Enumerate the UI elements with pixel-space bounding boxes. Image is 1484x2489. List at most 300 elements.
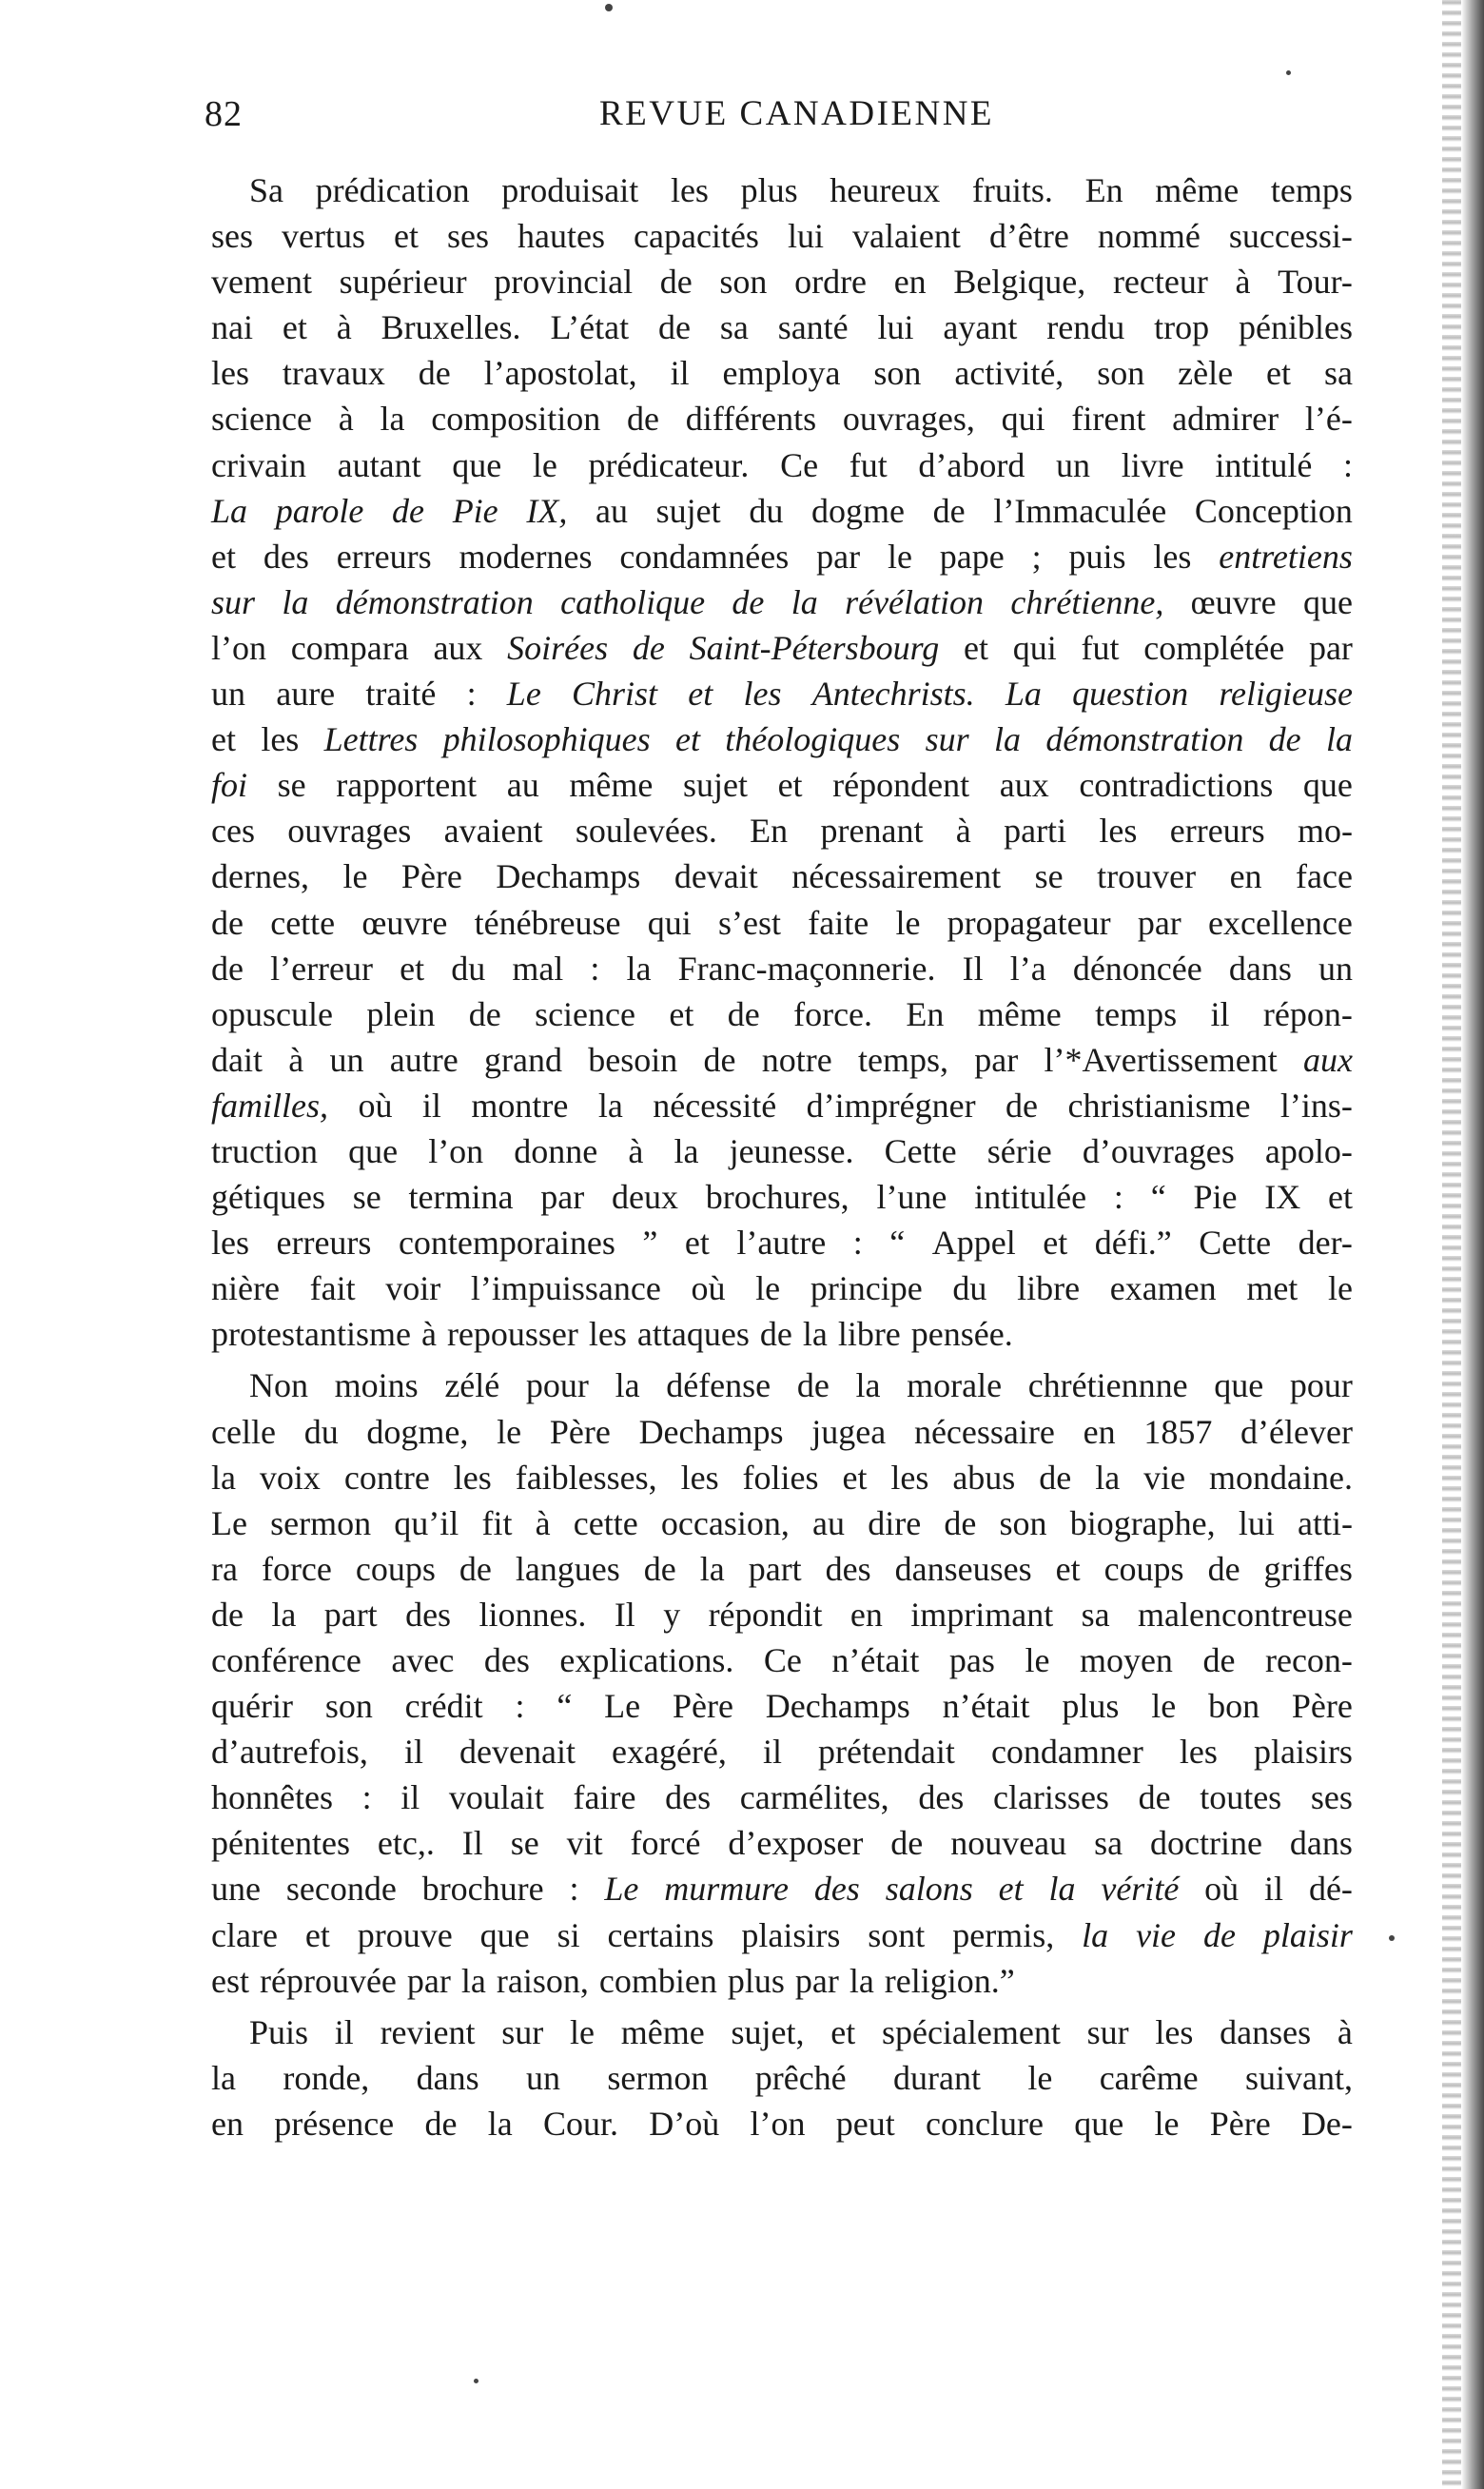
- text-line: [211, 1455, 1353, 1500]
- word: IX: [1264, 1178, 1301, 1217]
- word: religion.”: [884, 1961, 1015, 2000]
- text-line: [211, 1637, 1353, 1683]
- word: deux: [611, 1178, 678, 1217]
- word: ronde,: [283, 2058, 370, 2097]
- ink-speck: [605, 4, 613, 11]
- word: dénoncée: [1072, 949, 1202, 988]
- word: ouvrages,: [842, 400, 975, 439]
- word: et: [674, 720, 700, 759]
- word: fut: [1081, 628, 1120, 667]
- word: et: [394, 217, 419, 256]
- word: en: [849, 1595, 883, 1634]
- word: contre: [343, 1458, 430, 1497]
- word: des: [483, 1641, 530, 1679]
- word: nière: [211, 1269, 280, 1308]
- word: si: [556, 1915, 580, 1954]
- word: :: [1342, 445, 1353, 484]
- word: même: [620, 2012, 705, 2051]
- word: vie: [1136, 1915, 1177, 1954]
- ink-speck: [474, 2379, 478, 2383]
- word: par: [1308, 628, 1353, 667]
- word: et: [1055, 1549, 1081, 1588]
- word: en: [1083, 1412, 1116, 1451]
- word: les: [261, 720, 300, 759]
- word: son: [719, 263, 768, 302]
- word: De-: [1300, 2104, 1353, 2143]
- word: crédit: [404, 1687, 483, 1726]
- word: capacités: [634, 217, 759, 256]
- text-line: [211, 1774, 1353, 1820]
- word: crivain: [211, 445, 306, 484]
- text-line: [211, 1958, 1353, 2004]
- word: l’on: [211, 628, 266, 667]
- word: d’imprégner: [806, 1086, 976, 1125]
- word: de: [1207, 1549, 1240, 1588]
- word: dogme: [811, 491, 905, 530]
- text-line: [211, 259, 1353, 304]
- text-line: [211, 1220, 1353, 1265]
- word: rendu: [1046, 308, 1125, 347]
- word: conférence: [211, 1641, 361, 1679]
- word: Le: [604, 1687, 641, 1726]
- word: la: [1325, 720, 1353, 759]
- word: du: [952, 1269, 987, 1308]
- word: moins: [334, 1366, 419, 1405]
- word: :: [515, 1687, 525, 1726]
- word: des: [813, 1870, 860, 1909]
- word: dire: [868, 1503, 922, 1542]
- word: en: [1229, 857, 1262, 896]
- word: folies: [742, 1458, 819, 1497]
- word: Père: [549, 1412, 611, 1451]
- word: contradictions: [1079, 766, 1274, 805]
- word: d’ouvrages: [1082, 1131, 1235, 1170]
- word: plaisirs: [741, 1915, 841, 1954]
- word: la: [282, 582, 309, 621]
- word: et: [684, 1224, 710, 1263]
- word: il: [1210, 994, 1230, 1033]
- word: de: [468, 994, 501, 1033]
- word: brochures,: [705, 1178, 849, 1217]
- word: de: [424, 2104, 458, 2143]
- word: à: [628, 1131, 644, 1170]
- word: du: [451, 949, 486, 988]
- word: aux: [999, 766, 1049, 805]
- word: sur: [925, 720, 969, 759]
- word: sermon: [607, 2058, 709, 2097]
- word: sur: [501, 2012, 544, 2051]
- word: un: [526, 2058, 561, 2097]
- word: jugea: [811, 1412, 887, 1451]
- word: part: [748, 1549, 802, 1588]
- word: nécessaire: [913, 1412, 1055, 1451]
- word: de: [1138, 1778, 1171, 1817]
- word: n’était: [942, 1687, 1030, 1726]
- word: qui: [1012, 628, 1057, 667]
- word: exagéré,: [612, 1733, 727, 1772]
- word: der-: [1298, 1224, 1353, 1263]
- word: se: [510, 1824, 539, 1863]
- word: le: [342, 857, 368, 896]
- word: attaques: [636, 1315, 750, 1354]
- word: Soirées: [507, 628, 609, 667]
- word: le: [1025, 1641, 1050, 1679]
- word: et: [830, 2012, 856, 2051]
- word: il: [403, 1733, 423, 1772]
- word: “: [1150, 1178, 1166, 1217]
- word: brochure: [421, 1870, 544, 1909]
- word: Antechrists.: [811, 675, 975, 714]
- word: Conception: [1194, 491, 1353, 530]
- word: clarisses: [992, 1778, 1109, 1817]
- word: plein: [366, 994, 436, 1033]
- word: les: [211, 1224, 249, 1263]
- word: principe: [810, 1269, 923, 1308]
- word: explications.: [559, 1641, 734, 1679]
- word: l’une: [876, 1178, 947, 1217]
- text-line: [211, 213, 1353, 259]
- word: en: [893, 263, 927, 302]
- word: L’état: [550, 308, 630, 347]
- word: coups: [1103, 1549, 1184, 1588]
- word: temps: [1095, 994, 1178, 1033]
- word: la: [487, 2104, 513, 2143]
- word: griffes: [1263, 1549, 1353, 1588]
- word: protestantisme: [211, 1315, 411, 1354]
- word: la: [855, 1366, 881, 1405]
- word: danseuses: [894, 1549, 1032, 1588]
- word: aux: [433, 628, 483, 667]
- text-line: [211, 625, 1353, 671]
- word: excellence: [1208, 903, 1353, 942]
- word: foi: [211, 766, 248, 805]
- word: d’abord: [918, 445, 1025, 484]
- word: Le: [506, 675, 541, 714]
- word: au: [506, 766, 539, 805]
- text-line: [211, 991, 1353, 1037]
- word: repousser: [446, 1315, 578, 1354]
- word: que: [1214, 1366, 1264, 1405]
- word: par: [1137, 903, 1181, 942]
- word: les: [670, 171, 709, 209]
- word: le: [1327, 1269, 1353, 1308]
- word: peut: [835, 2104, 895, 2143]
- word: à: [535, 1503, 551, 1542]
- word: et: [777, 766, 803, 805]
- word: des: [405, 1595, 452, 1634]
- word: nai: [211, 308, 253, 347]
- word: d’autrefois,: [211, 1733, 368, 1772]
- word: et: [842, 1458, 868, 1497]
- text-line: [211, 1265, 1353, 1311]
- word: de: [211, 1595, 244, 1634]
- ink-speck: [1286, 70, 1291, 75]
- text-line: [211, 1500, 1353, 1546]
- word: biographe,: [1069, 1503, 1216, 1542]
- word: de: [890, 1824, 924, 1863]
- word: Cette: [1199, 1224, 1272, 1263]
- word: l’Immaculée: [993, 491, 1167, 530]
- word: de: [727, 994, 760, 1033]
- word: danses: [1220, 2012, 1312, 2051]
- word: IX,: [526, 491, 568, 530]
- word: faite: [808, 903, 869, 942]
- word: se: [1034, 857, 1064, 896]
- word: la: [1048, 1870, 1076, 1909]
- word: En: [1084, 171, 1123, 209]
- word: le: [755, 1269, 781, 1308]
- word: trop: [1154, 308, 1210, 347]
- word: Tour-: [1278, 263, 1353, 302]
- word: revient: [380, 2012, 476, 2051]
- word: langues: [515, 1549, 620, 1588]
- word: :: [466, 675, 477, 714]
- word: :: [590, 949, 600, 988]
- word: sujet: [682, 766, 748, 805]
- word: 1857: [1143, 1412, 1213, 1451]
- word: le: [497, 1412, 522, 1451]
- word: pénitentes: [211, 1824, 350, 1863]
- word: Le: [604, 1870, 639, 1909]
- word: aure: [276, 675, 336, 714]
- word: condamnées: [619, 537, 790, 576]
- word: :: [361, 1778, 372, 1817]
- word: composition: [431, 400, 601, 439]
- word: Père: [672, 1687, 733, 1726]
- text-line: [211, 1174, 1353, 1220]
- word: l’*Avertissement: [1044, 1040, 1278, 1079]
- word: où: [691, 1269, 726, 1308]
- text-line: [211, 1866, 1353, 1911]
- word: heureux: [830, 171, 941, 209]
- word: les: [1099, 812, 1138, 851]
- word: du: [303, 1412, 339, 1451]
- word: son: [999, 1503, 1047, 1542]
- word: les: [743, 675, 782, 714]
- word: notre: [761, 1040, 832, 1079]
- word: livre: [1121, 445, 1184, 484]
- word: lui: [877, 308, 914, 347]
- word: où: [358, 1086, 393, 1125]
- word: truction: [211, 1131, 318, 1170]
- word: faiblesses,: [515, 1458, 657, 1497]
- word: le: [1154, 2104, 1180, 2143]
- word: intitulé: [1215, 445, 1313, 484]
- text-line: [211, 2055, 1353, 2101]
- word: la: [597, 1086, 623, 1125]
- word: modernes: [459, 537, 593, 576]
- word: le: [570, 2012, 595, 2051]
- word: dernes,: [211, 857, 309, 896]
- word: défense: [666, 1366, 771, 1405]
- word: nouveau: [950, 1824, 1067, 1863]
- word: la: [626, 949, 652, 988]
- word: zélé: [444, 1366, 500, 1405]
- word: prouve: [357, 1915, 453, 1954]
- word: de: [932, 491, 966, 530]
- word: coups: [355, 1549, 436, 1588]
- word: nécessité: [653, 1086, 777, 1125]
- word: entretiens: [1219, 537, 1353, 576]
- word: autre: [389, 1040, 459, 1079]
- word: sa: [1094, 1824, 1123, 1863]
- word: n’était: [831, 1641, 920, 1679]
- word: familles,: [211, 1086, 328, 1125]
- word: que: [479, 1915, 530, 1954]
- running-title: REVUE CANADIENNE: [598, 94, 995, 133]
- word: compara: [290, 628, 409, 667]
- word: erreurs: [276, 1224, 372, 1263]
- word: révélation: [845, 582, 985, 621]
- word: l’apostolat,: [483, 354, 637, 393]
- text-line: [211, 534, 1353, 579]
- word: cette: [270, 903, 336, 942]
- word: se: [352, 1178, 381, 1217]
- word: Franc-maçonnerie.: [677, 949, 936, 988]
- word: œuvre: [1190, 582, 1277, 621]
- word: lui: [1238, 1503, 1275, 1542]
- word: à: [1337, 2012, 1353, 2051]
- word: complétée: [1143, 628, 1285, 667]
- word: prétendait: [817, 1733, 955, 1772]
- word: avec: [391, 1641, 455, 1679]
- word: la: [211, 1458, 236, 1497]
- word: combien: [598, 1961, 717, 2000]
- word: les: [1179, 1733, 1218, 1772]
- word: Non: [249, 1366, 308, 1405]
- text-line: [211, 900, 1353, 946]
- word: sur: [1086, 2012, 1129, 2051]
- word: de: [1202, 1915, 1236, 1954]
- word: mal: [512, 949, 564, 988]
- word: voir: [385, 1269, 441, 1308]
- word: se: [277, 766, 306, 805]
- word: honnêtes: [211, 1778, 333, 1817]
- word: recon-: [1264, 1641, 1353, 1679]
- word: vertus: [282, 217, 365, 256]
- word: suivant,: [1244, 2058, 1353, 2097]
- word: :: [852, 1224, 863, 1263]
- word: admirer: [1172, 400, 1279, 439]
- word: de: [211, 949, 244, 988]
- word: avaient: [443, 812, 543, 851]
- word: dans: [1289, 1824, 1353, 1863]
- text-line: [211, 762, 1353, 808]
- word: et: [282, 308, 307, 347]
- word: firent: [1071, 400, 1146, 439]
- word: des: [665, 1778, 712, 1817]
- word: fit: [481, 1503, 513, 1542]
- word: philosophiques: [442, 720, 651, 759]
- word: ”: [642, 1224, 658, 1263]
- word: raison,: [496, 1961, 589, 2000]
- word: les: [680, 1458, 719, 1497]
- text-line: [211, 2009, 1353, 2055]
- word: force: [261, 1549, 332, 1588]
- word: par: [794, 1961, 839, 2000]
- word: de: [632, 628, 665, 667]
- word: jeunesse.: [729, 1131, 854, 1170]
- word: chrétiennne: [1027, 1366, 1188, 1405]
- word: Pie: [1193, 1178, 1238, 1217]
- word: vement: [211, 263, 312, 302]
- word: Lettres: [323, 720, 419, 759]
- word: prêché: [754, 2058, 847, 2097]
- word: force.: [793, 994, 873, 1033]
- word: rapportent: [336, 766, 478, 805]
- word: hautes: [517, 217, 605, 256]
- word: une: [211, 1870, 261, 1909]
- word: l’impuissance: [470, 1269, 661, 1308]
- word: catholique: [560, 582, 706, 621]
- word: d’être: [988, 217, 1069, 256]
- word: Cour.: [542, 2104, 618, 2143]
- body-text: [211, 167, 1353, 2146]
- word: série: [986, 1131, 1052, 1170]
- word: “: [889, 1224, 906, 1263]
- word: doctrine: [1150, 1824, 1262, 1863]
- word: un: [211, 675, 245, 714]
- word: à: [420, 1315, 437, 1354]
- word: gétiques: [211, 1178, 325, 1217]
- word: et: [669, 994, 694, 1033]
- word: morale: [907, 1366, 1003, 1405]
- word: par: [406, 1961, 451, 2000]
- word: vérité: [1101, 1870, 1180, 1909]
- word: la: [1095, 1458, 1121, 1497]
- word: :: [569, 1870, 579, 1909]
- word: la: [791, 582, 818, 621]
- word: l’on: [750, 2104, 806, 2143]
- word: de: [418, 354, 451, 393]
- word: au: [596, 491, 628, 530]
- word: temps,: [857, 1040, 948, 1079]
- text-line: [211, 1128, 1353, 1174]
- word: En: [750, 812, 789, 851]
- text-line: [211, 396, 1353, 441]
- word: ses: [211, 217, 253, 256]
- word: prédicateur.: [588, 445, 750, 484]
- word: sa: [1081, 1595, 1110, 1634]
- word: différents: [685, 400, 817, 439]
- word: il: [400, 1778, 420, 1817]
- word: etc,.: [377, 1824, 435, 1863]
- word: fruits.: [971, 171, 1053, 209]
- word: temps: [1270, 171, 1353, 209]
- word: :: [1113, 1178, 1123, 1217]
- word: voix: [259, 1458, 321, 1497]
- word: de: [659, 263, 693, 302]
- word: Il: [461, 1824, 483, 1863]
- word: pensée.: [910, 1315, 1013, 1354]
- word: des: [918, 1778, 965, 1817]
- word: quérir: [211, 1687, 293, 1726]
- word: les: [453, 1458, 492, 1497]
- text-line: [211, 946, 1353, 991]
- word: lui: [787, 217, 824, 256]
- word: imprimant: [910, 1595, 1054, 1634]
- text-line: [211, 1311, 1353, 1357]
- text-line: [211, 1912, 1353, 1958]
- word: de: [1039, 1458, 1072, 1497]
- word: question: [1072, 675, 1189, 714]
- page-edge-shadow: [1461, 0, 1484, 2489]
- word: l’erreur: [270, 949, 374, 988]
- word: part: [323, 1595, 378, 1634]
- word: erreurs: [1169, 812, 1265, 851]
- text-line: [211, 350, 1353, 396]
- word: voulait: [448, 1778, 544, 1817]
